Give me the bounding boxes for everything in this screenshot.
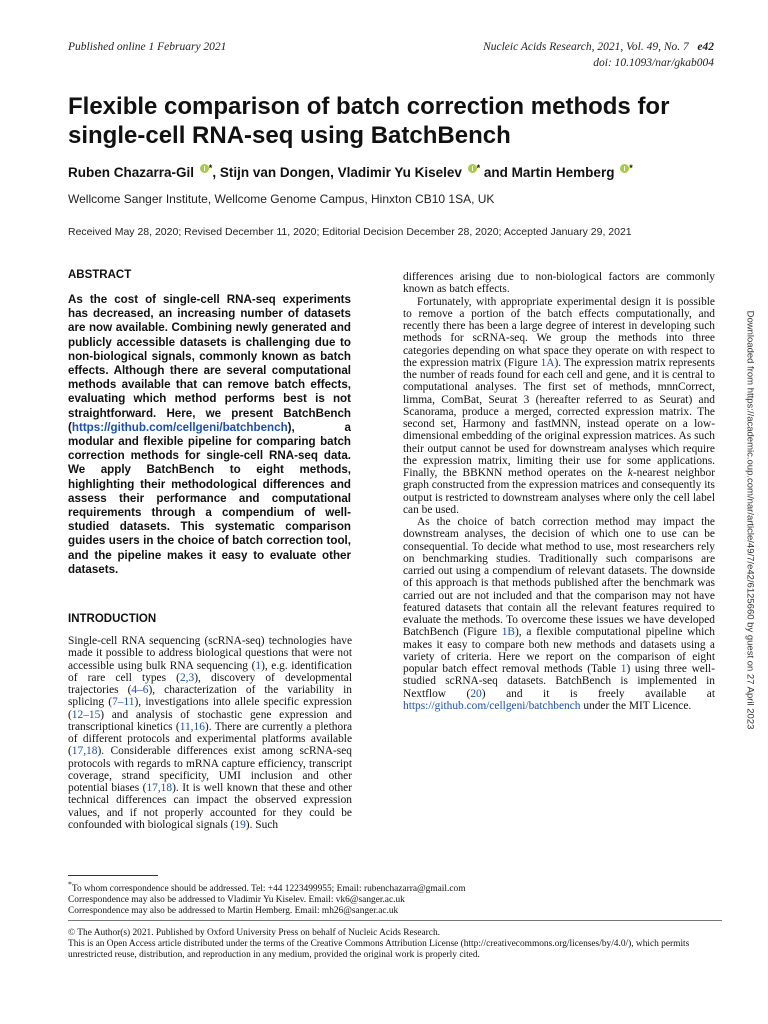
citation-link[interactable]: 17,18 — [146, 782, 173, 794]
intro-text: ). Such — [245, 818, 279, 831]
intro-text: ). Considerable differences exist among scRNA-seq protocols with regards to mRNA capture efficiency, transcript coverage, strand specificity, UMI inclusion and other potential biases ( — [68, 745, 352, 794]
body-text: -nearest neighbor graph constructed from the expression matrices and consequently its output is restricted to downstream analyses where only the cell label can be used. — [403, 467, 715, 516]
paragraph — [403, 516, 715, 712]
citation-link[interactable]: 4–6 — [131, 684, 149, 696]
abstract-part-2: ), a modular and flexible pipeline for comparing batch correction methods for single-cell RNA-seq data. We apply BatchBench to eight methods, highlighting their methodological differences and assess their performance and computational requirements through a compendium of well-studied datasets. This systematic comparison guides users in the choice of batch correction tool, and the pipeline makes it easy to evaluate other datasets. — [68, 420, 351, 576]
license-text: This is an Open Access article distributed under the terms of the Creative Commons Attribution License (http://creativecommons.org/licenses/by/4.0/), which permits unrestricted reuse, distribution, and reproduction in any medium, provided the original work is properly cited. — [68, 939, 690, 960]
title-line-1: Flexible comparison of batch correction methods for — [68, 93, 670, 120]
citation-link[interactable]: 20 — [470, 687, 482, 700]
journal-citation — [483, 41, 714, 53]
orcid-icon[interactable] — [468, 164, 477, 173]
footnote-text: To whom correspondence should be addressed. Tel: +44 1223499955; Email: rubenchazarra@gmail.com — [71, 884, 466, 895]
corresponding-mark: * — [208, 163, 213, 173]
citation-link[interactable]: 2,3 — [179, 671, 195, 684]
body-text: As the choice of batch correction method may impact the downstream analyses, the decision of which one to use can be consequential. To decide what method to use, most researchers rely on benchmarking studies. Traditionally such comparisons are carried out using a compendium of relevant datasets. The downside of this approach is that methods published after the benchmark was carried out are not included and that the comparison may not have featured datasets that contain all the relevant features required to evaluate the methods. To overcome these issues we have developed BatchBench (Figure — [403, 516, 715, 639]
license-block — [68, 928, 728, 961]
footnote-1 — [68, 879, 728, 895]
right-column — [403, 271, 715, 712]
author-chazarra-gil: Ruben Chazarra-Gil — [68, 165, 195, 180]
download-watermark-text: Downloaded from https://academic.oup.com/nar/article/49/7/e42/6125660 by guest on 27 April 2023 — [744, 310, 756, 730]
figure-link[interactable]: 1A — [540, 356, 555, 369]
figure-link[interactable]: 1B — [501, 626, 516, 639]
journal-name: Nucleic Acids Research, 2021, Vol. 49, No. 7 — [483, 41, 689, 53]
citation-link[interactable]: 11,16 — [179, 720, 205, 733]
intro-text: ) and analysis of stochastic gene expression and transcriptional kinetics ( — [68, 708, 352, 733]
authors-middle: , Stijn van Dongen, Vladimir Yu Kiselev — [212, 165, 462, 180]
paper-title — [68, 92, 718, 150]
citation-link[interactable]: 19 — [234, 818, 246, 831]
citation-link[interactable]: 7–11 — [112, 696, 135, 709]
repository-link[interactable]: https://github.com/cellgeni/batchbench — [403, 699, 581, 712]
author-hemberg: and Martin Hemberg — [480, 165, 615, 180]
abstract-part-1: As the cost of single-cell RNA-seq experiments has decreased, an increasing number of datasets are now available. Combining newly generated and publicly accessible datasets is challenging due to non-biological signals, commonly known as batch effects. Although there are several computational methods available that can remove batch effects, evaluating which method performs best is not straightforward. Here, we present BatchBench ( — [68, 293, 351, 434]
batchbench-link[interactable]: https://github.com/cellgeni/batchbench — [71, 420, 288, 434]
paragraph: differences arising due to non-biological factors are commonly known as batch effects. — [403, 271, 715, 296]
intro-text: ). It is well known that these and other technical differences can impact the observed expression values, and if not properly accounted for they could be confounded with biological signals ( — [68, 782, 352, 831]
footnote-3: Correspondence may also be addressed to Martin Hemberg. Email: mh26@sanger.ac.uk — [68, 906, 399, 917]
body-text: Fortunately, with appropriate experimental design it is possible to remove a portion of the batch effects computationally, and recently there has been a large degree of interest in developing such methods for scRNA-seq. We group the methods into three categories depending on what space they operate on with respect to the expression matrix (Figure — [403, 295, 715, 369]
license-divider — [68, 920, 722, 921]
title-line-2: single-cell RNA-seq using BatchBench — [68, 122, 511, 149]
paragraph — [403, 296, 715, 517]
table-link[interactable]: 1 — [620, 663, 627, 675]
doi: doi: 10.1093/nar/gkab004 — [593, 57, 714, 69]
intro-text: ). There are currently a plethora of different protocols and experimental platforms available ( — [68, 720, 353, 758]
published-date: Published online 1 February 2021 — [68, 41, 227, 53]
footnote-mark: * — [68, 880, 72, 889]
introduction-heading: INTRODUCTION — [68, 613, 157, 625]
author-list — [68, 158, 728, 183]
corresponding-mark: * — [629, 163, 633, 173]
article-number: e42 — [697, 41, 714, 53]
orcid-icon[interactable] — [620, 164, 629, 173]
citation-link[interactable]: 12–15 — [71, 708, 101, 721]
intro-text: ), e.g. identification of rare cell types ( — [68, 659, 352, 684]
k-variable: k — [627, 467, 633, 479]
corresponding-mark: * — [476, 163, 481, 173]
body-text: ). The expression matrix represents the number of reads found for each cell and gene, and it is central to computational analyses. The first set of methods, mnnCorrect, limma, ComBat, Seurat 3 (hereafter referred to as Seurat) and Scanorama, produce a merged, corrected expression matrix. The second set, Harmony and fastMNN, instead operate on a low-dimensional embedding of the original expression matrices. As such their output cannot be used for downstream analyses which require the expression matrix, limiting their use for some applications. Finally, the BBKNN method operates on the — [403, 356, 715, 479]
introduction-text — [68, 635, 352, 831]
intro-text: ), investigations into allele specific expression ( — [68, 696, 352, 721]
footnote-divider — [68, 875, 158, 876]
abstract-heading: ABSTRACT — [68, 269, 132, 281]
orcid-icon[interactable] — [200, 164, 209, 173]
intro-text: ), discovery of developmental trajectories ( — [68, 671, 353, 696]
body-text: under the MIT Licence. — [580, 699, 692, 712]
footnote-2: Correspondence may also be addressed to Vladimir Yu Kiselev. Email: vk6@sanger.ac.uk — [68, 895, 405, 906]
citation-link[interactable]: 1 — [255, 659, 262, 672]
body-text: ) and it is freely available at — [481, 687, 715, 700]
citation-link[interactable]: 17,18 — [71, 745, 98, 758]
correspondence-footnotes — [68, 879, 728, 917]
copyright: © The Author(s) 2021. Published by Oxford University Press on behalf of Nucleic Acids Research. — [68, 928, 440, 938]
body-text: ) using three well-studied scRNA-seq datasets. BatchBench is implemented in Nextflow ( — [403, 663, 715, 700]
intro-text: ), characterization of the variability in splicing ( — [68, 684, 352, 709]
intro-text: Single-cell RNA sequencing (scRNA-seq) technologies have made it possible to address biological questions that were not accessible using bulk RNA sequencing ( — [68, 635, 352, 672]
abstract-text — [68, 293, 351, 577]
body-text: ), a flexible computational pipeline which makes it easy to compare both new methods and datasets using a variety of criteria. Here we report on the comparison of eight popular batch effect removal methods (Table — [403, 626, 715, 675]
received-dates: Received May 28, 2020; Revised December 11, 2020; Editorial Decision December 28, 2020; Accepted January 29, 2021 — [68, 226, 632, 238]
affiliation: Wellcome Sanger Institute, Wellcome Genome Campus, Hinxton CB10 1SA, UK — [68, 192, 495, 206]
